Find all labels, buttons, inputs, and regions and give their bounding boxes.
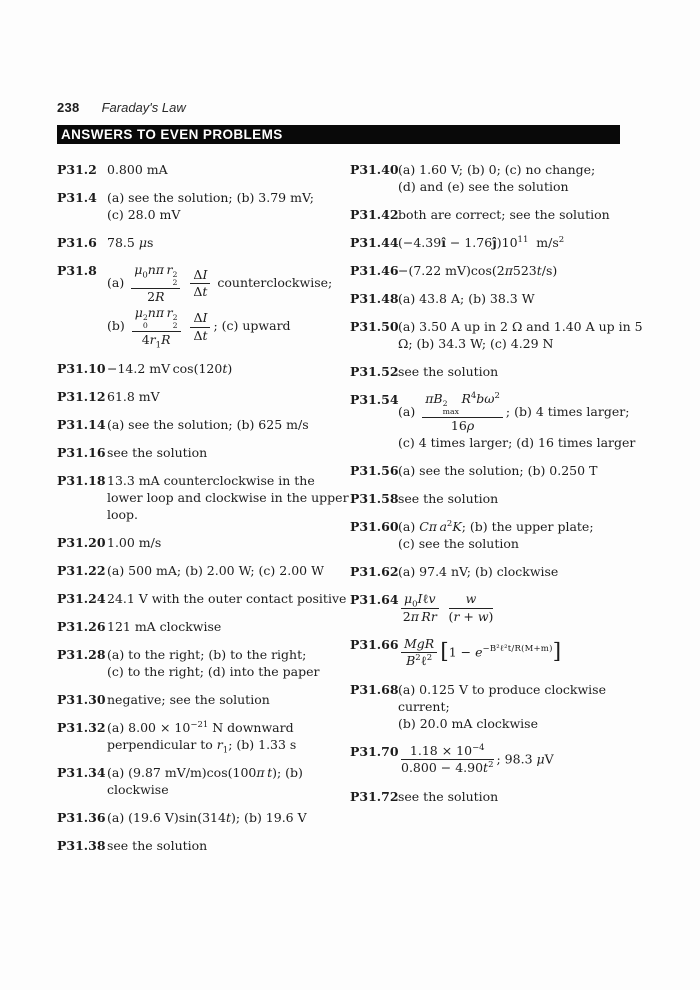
answer-entry (350, 563, 658, 580)
answer-entry (350, 234, 658, 251)
answer-entry (57, 444, 350, 461)
answer-text: 24.1 V with the outer contact positive (107, 590, 347, 606)
problem-id: P31.26 (57, 618, 106, 634)
problem-id: P31.30 (57, 691, 106, 707)
answer-entry (57, 590, 350, 607)
answer-text: 0.800 mA (107, 162, 168, 177)
problem-id: P31.50 (350, 319, 399, 334)
problem-id: P31.34 (57, 764, 106, 780)
problem-id: P31.54 (350, 392, 399, 407)
answer-entry (57, 472, 350, 523)
section-banner-title: ANSWERS TO EVEN PROBLEMS (61, 127, 283, 142)
problem-id: P31.38 (57, 837, 106, 853)
problem-id: P31.48 (350, 291, 399, 306)
answer-text: (a) (9.87 mV/m)cos(100π t); (b) clockwise (107, 764, 303, 797)
problem-id: P31.16 (57, 444, 106, 460)
answer-entry (57, 719, 350, 756)
answer-entry (350, 262, 658, 279)
problem-id: P31.58 (350, 491, 399, 507)
answer-text: $\frac{1.18 \times 10^{-4}}{0.800 - 4.90t^2}$ ; 98.3 μV (401, 742, 554, 776)
answer-entry (350, 318, 658, 352)
answer-entry (57, 562, 350, 579)
answer-entry (57, 189, 350, 223)
answer-text: 121 mA clockwise (107, 618, 222, 634)
answer-entry (57, 691, 350, 708)
answer-entry (57, 360, 350, 377)
problem-id: P31.8 (57, 263, 97, 278)
answer-text: (a) see the solution; (b) 3.79 mV; (c) 28.0 mV (107, 190, 314, 222)
answer-text: (a) Cπ $a^2K$; (b) the upper plate; (c) see the solution (398, 519, 594, 552)
answer-entry (350, 518, 658, 552)
answer-entry (350, 681, 658, 732)
answer-entry (350, 788, 658, 805)
problem-id: P31.24 (57, 590, 106, 606)
answer-entry (57, 262, 350, 349)
section-banner (57, 125, 620, 144)
problem-id: P31.52 (350, 364, 399, 379)
answer-entry (57, 416, 350, 433)
answer-text: both are correct; see the solution (398, 207, 610, 222)
problem-id: P31.68 (350, 681, 399, 697)
answer-entry (350, 161, 658, 195)
problem-id: P31.64 (350, 592, 399, 608)
answer-text: see the solution (107, 444, 208, 460)
answer-text: (a) (19.6 V)sin(314t); (b) 19.6 V (107, 809, 307, 825)
problem-id: P31.46 (350, 263, 399, 278)
answer-entry (57, 388, 350, 405)
problem-id: P31.20 (57, 534, 106, 550)
problem-id: P31.66 (350, 637, 399, 653)
answer-entry (350, 743, 658, 777)
problem-id: P31.22 (57, 562, 106, 578)
answers-column-left (57, 161, 350, 865)
problem-id: P31.2 (57, 162, 97, 177)
answer-text: 1.00 m/s (107, 534, 162, 550)
answer-text: (a) $\mu_0n\pi$ r 2 2 2R $\frac{\Delta I}{\Delta t}$ counterclockwise; (b) μ 2 0 nπ r 2 2 $4r_1R$ $\frac{\Delta I}{\Delta t}$ ; (c) upward (107, 262, 333, 351)
problem-id: P31.12 (57, 388, 106, 404)
page-header (57, 100, 658, 115)
answer-text: (a) 500 mA; (b) 2.00 W; (c) 2.00 W (107, 562, 324, 578)
answer-entry (57, 618, 350, 635)
problem-id: P31.40 (350, 162, 399, 177)
problem-id: P31.36 (57, 809, 106, 825)
problem-id: P31.10 (57, 360, 106, 376)
problem-id: P31.56 (350, 463, 399, 479)
problem-id: P31.14 (57, 416, 106, 432)
answer-text: negative; see the solution (107, 691, 270, 707)
answer-entry (350, 591, 658, 625)
problem-id: P31.28 (57, 646, 106, 662)
answer-entry (350, 462, 658, 479)
answer-entry (350, 206, 658, 223)
answer-entry (57, 809, 350, 826)
page-number: 238 (57, 100, 80, 115)
answer-text: 78.5 μs (107, 235, 154, 250)
answer-text: see the solution (107, 837, 208, 853)
answers-columns (57, 161, 658, 865)
problem-id: P31.32 (57, 719, 106, 735)
answer-text: (a) 97.4 nV; (b) clockwise (398, 564, 559, 580)
answer-entry (57, 764, 350, 798)
answer-text: see the solution (398, 788, 499, 804)
answer-text: $\frac{\mu_0I\ell v}{\text{2π Rr}}$ $\frac{w}{(r + w)}$ (402, 591, 494, 624)
problem-id: P31.70 (350, 743, 399, 759)
answer-entry (350, 290, 658, 307)
problem-id: P31.4 (57, 190, 97, 205)
answer-text: 13.3 mA counterclockwise in the lower loop and clockwise in the upper loop. (107, 472, 349, 522)
answer-text: −14.2 mV cos(120t) (107, 360, 233, 376)
answer-text: $\frac{\text{MgR}}{B^2\ell^2}$ $[1 - e^{-B^2\ell^2t/R(M+m)}]$ (398, 636, 658, 670)
answer-text: 61.8 mV (107, 388, 160, 404)
answer-text: (a) 0.125 V to produce clockwise current; (b) 20.0 mA clockwise (398, 681, 606, 731)
answers-column-right (350, 161, 658, 865)
problem-id: P31.6 (57, 235, 97, 250)
answer-text: (a) πB 2 max $R^4b\omega^2$ 16ρ ; (b) 4 times larger; (c) 4 times larger; (d) 16 times larger (398, 390, 636, 451)
answer-entry (350, 363, 658, 380)
answer-text: (a) to the right; (b) to the right; (c) to the right; (d) into the paper (107, 646, 320, 679)
answer-text: (−4.39î − $1.76ĵ)10^{11}$ $m/s^2$ (398, 234, 565, 250)
answer-entry (57, 646, 350, 680)
answer-text: −(7.22 mV)cos(2π523t/s) (398, 263, 558, 278)
problem-id: P31.60 (350, 519, 399, 535)
problem-id: P31.62 (350, 564, 399, 580)
answer-text: (a) see the solution; (b) 0.250 T (398, 463, 598, 479)
answer-text: see the solution (398, 491, 499, 507)
answer-entry (57, 837, 350, 854)
answer-text: (a) $8.00 \times 10^{-21}$ N downward perpendicular to $r_1$; (b) 1.33 s (107, 719, 297, 756)
answer-text: (a) 1.60 V; (b) 0; (c) no change; (d) and (e) see the solution (398, 162, 596, 194)
answer-entry (350, 636, 658, 670)
problem-id: P31.42 (350, 207, 399, 222)
chapter-title: Faraday's Law (101, 100, 186, 115)
answer-text: (a) see the solution; (b) 625 m/s (107, 416, 309, 432)
answer-entry (57, 234, 350, 251)
problem-id: P31.72 (350, 788, 399, 804)
answer-entry (350, 490, 658, 507)
answer-entry (350, 391, 658, 451)
problem-id: P31.44 (350, 235, 399, 250)
answer-entry (57, 161, 350, 178)
answer-text: (a) 43.8 A; (b) 38.3 W (398, 291, 535, 306)
answer-text: see the solution (398, 364, 499, 379)
problem-id: P31.18 (57, 472, 106, 488)
answer-entry (57, 534, 350, 551)
answer-text: (a) 3.50 A up in 2 Ω and 1.40 A up in 5 Ω; (b) 34.3 W; (c) 4.29 N (398, 319, 643, 351)
